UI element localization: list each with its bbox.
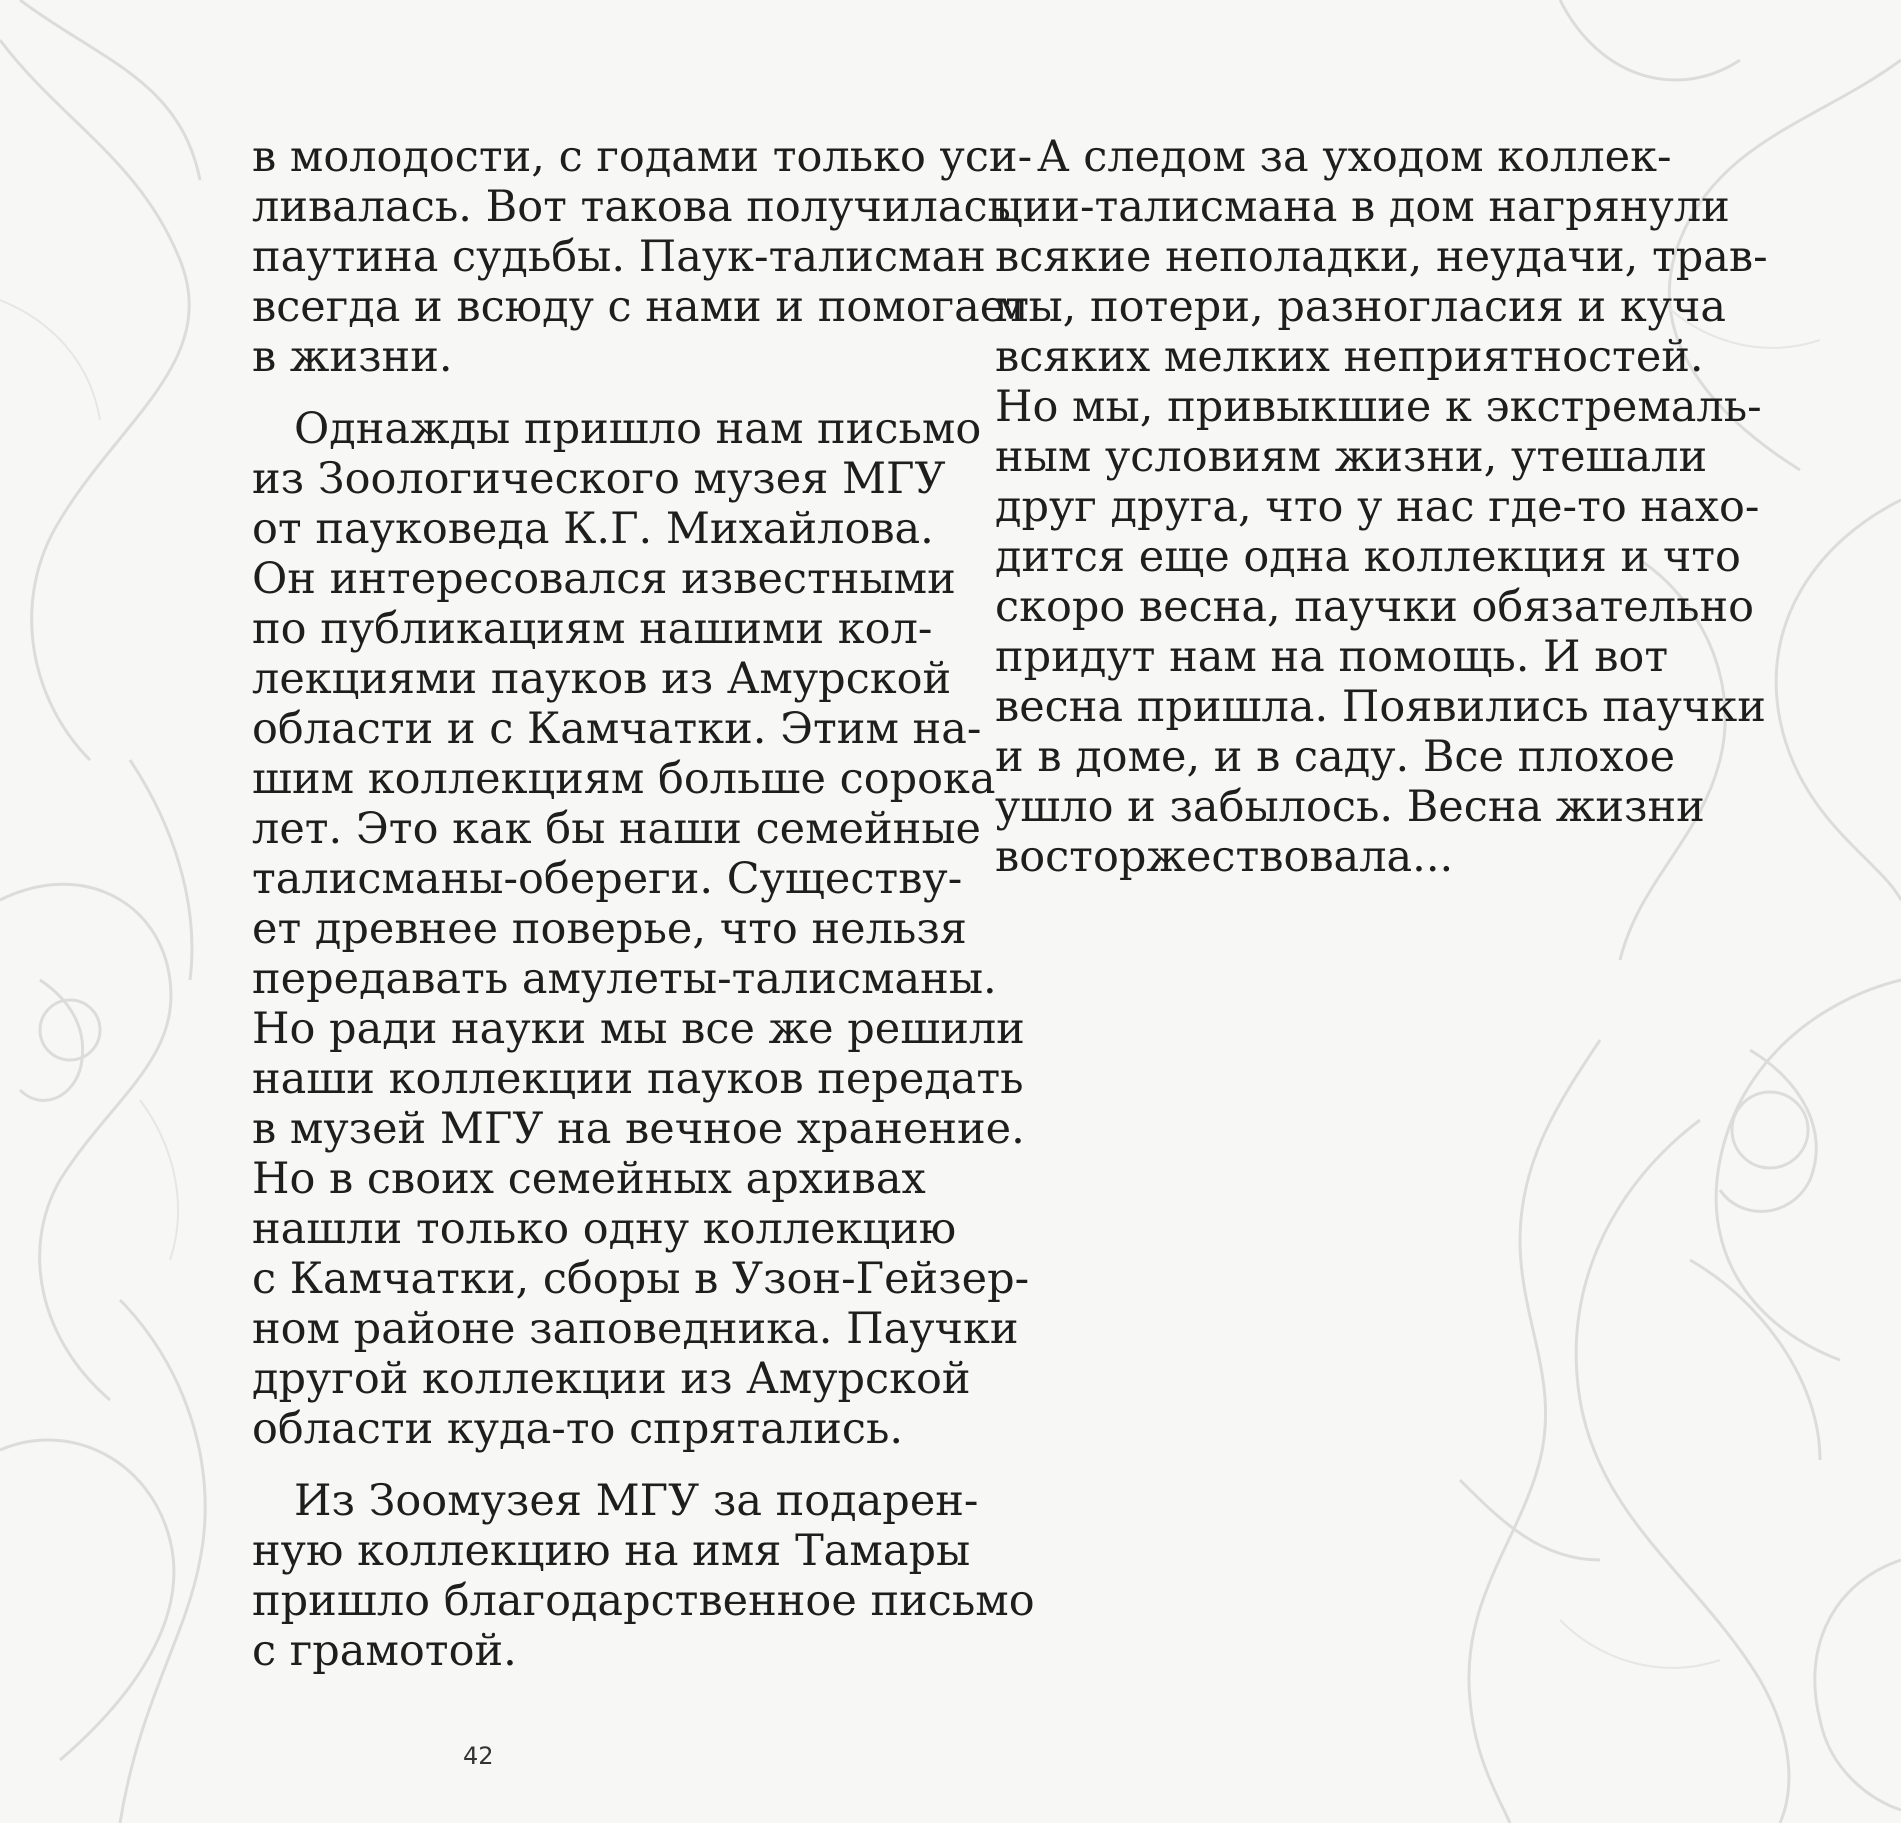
text-line: ную коллекцию на имя Тамары [252,1526,971,1576]
text-line: области куда-то спрятались. [252,1404,904,1454]
text-line: Но ради науки мы все же решили [252,1004,1025,1054]
text-line: друг друга, что у нас где-то нахо- [995,482,1760,532]
text-line: по публикациям нашими кол- [252,604,933,654]
paragraph-gap [252,1454,897,1476]
text-line: лекциями пауков из Амурской [252,654,952,704]
text-line: в молодости, с годами только уси- [252,132,1033,182]
text-line: всяких мелких неприятностей. [995,332,1704,382]
text-line: ушло и забылось. Весна жизни [995,782,1705,832]
text-line: придут нам на помощь. И вот [995,632,1669,682]
paragraph [252,404,1030,1454]
text-line: восторжествовала... [995,832,1454,882]
page-number: 42 [463,1742,494,1770]
paragraph-gap [252,382,897,404]
text-line: из Зоологического музея МГУ [252,454,946,504]
text-line: нашли только одну коллекцию [252,1204,957,1254]
text-line: области и с Камчатки. Этим на- [252,704,982,754]
text-line: в музей МГУ на вечное хранение. [252,1104,1025,1154]
paragraph [252,132,1033,382]
text-line: Из Зоомузея МГУ за подарен- [294,1476,979,1526]
text-line: от пауковеда К.Г. Михайлова. [252,504,934,554]
paragraph [995,132,1768,882]
left-text-column [252,132,1035,1676]
text-line: дится еще одна коллекция и что [995,532,1741,582]
text-line: паутина судьбы. Паук-талисман [252,232,986,282]
text-line: Но в своих семейных архивах [252,1154,926,1204]
text-line: Но мы, привыкшие к экстремаль- [995,382,1762,432]
text-line: и в доме, и в саду. Все плохое [995,732,1676,782]
text-line: наши коллекции пауков передать [252,1054,1024,1104]
text-line: весна пришла. Появились паучки [995,682,1766,732]
text-line: ции-талисмана в дом нагрянули [995,182,1730,232]
text-line: всегда и всюду с нами и помогает [252,282,1029,332]
text-line: А следом за уходом коллек- [1037,132,1672,182]
text-line: ет древнее поверье, что нельзя [252,904,967,954]
text-line: скоро весна, паучки обязательно [995,582,1755,632]
text-line: ном районе заповедника. Паучки [252,1304,1019,1354]
text-line: ным условиям жизни, утешали [995,432,1708,482]
text-line: передавать амулеты-талисманы. [252,954,997,1004]
text-line: с грамотой. [252,1626,517,1676]
text-line: в жизни. [252,332,453,382]
text-line: Однажды пришло нам письмо [294,404,982,454]
text-line: пришло благодарственное письмо [252,1576,1035,1626]
text-line: всякие неполадки, неудачи, трав- [995,232,1768,282]
text-line: талисманы-обереги. Существу- [252,854,963,904]
paragraph [252,1476,1035,1676]
text-line: шим коллекциям больше сорока [252,754,996,804]
text-line: с Камчатки, сборы в Узон-Гейзер- [252,1254,1030,1304]
text-line: Он интересовался известными [252,554,956,604]
right-text-column [995,132,1768,882]
text-line: лет. Это как бы наши семейные [252,804,981,854]
text-line: мы, потери, разногласия и куча [995,282,1727,332]
text-line: другой коллекции из Амурской [252,1354,971,1404]
text-line: ливалась. Вот такова получилась [252,182,1011,232]
